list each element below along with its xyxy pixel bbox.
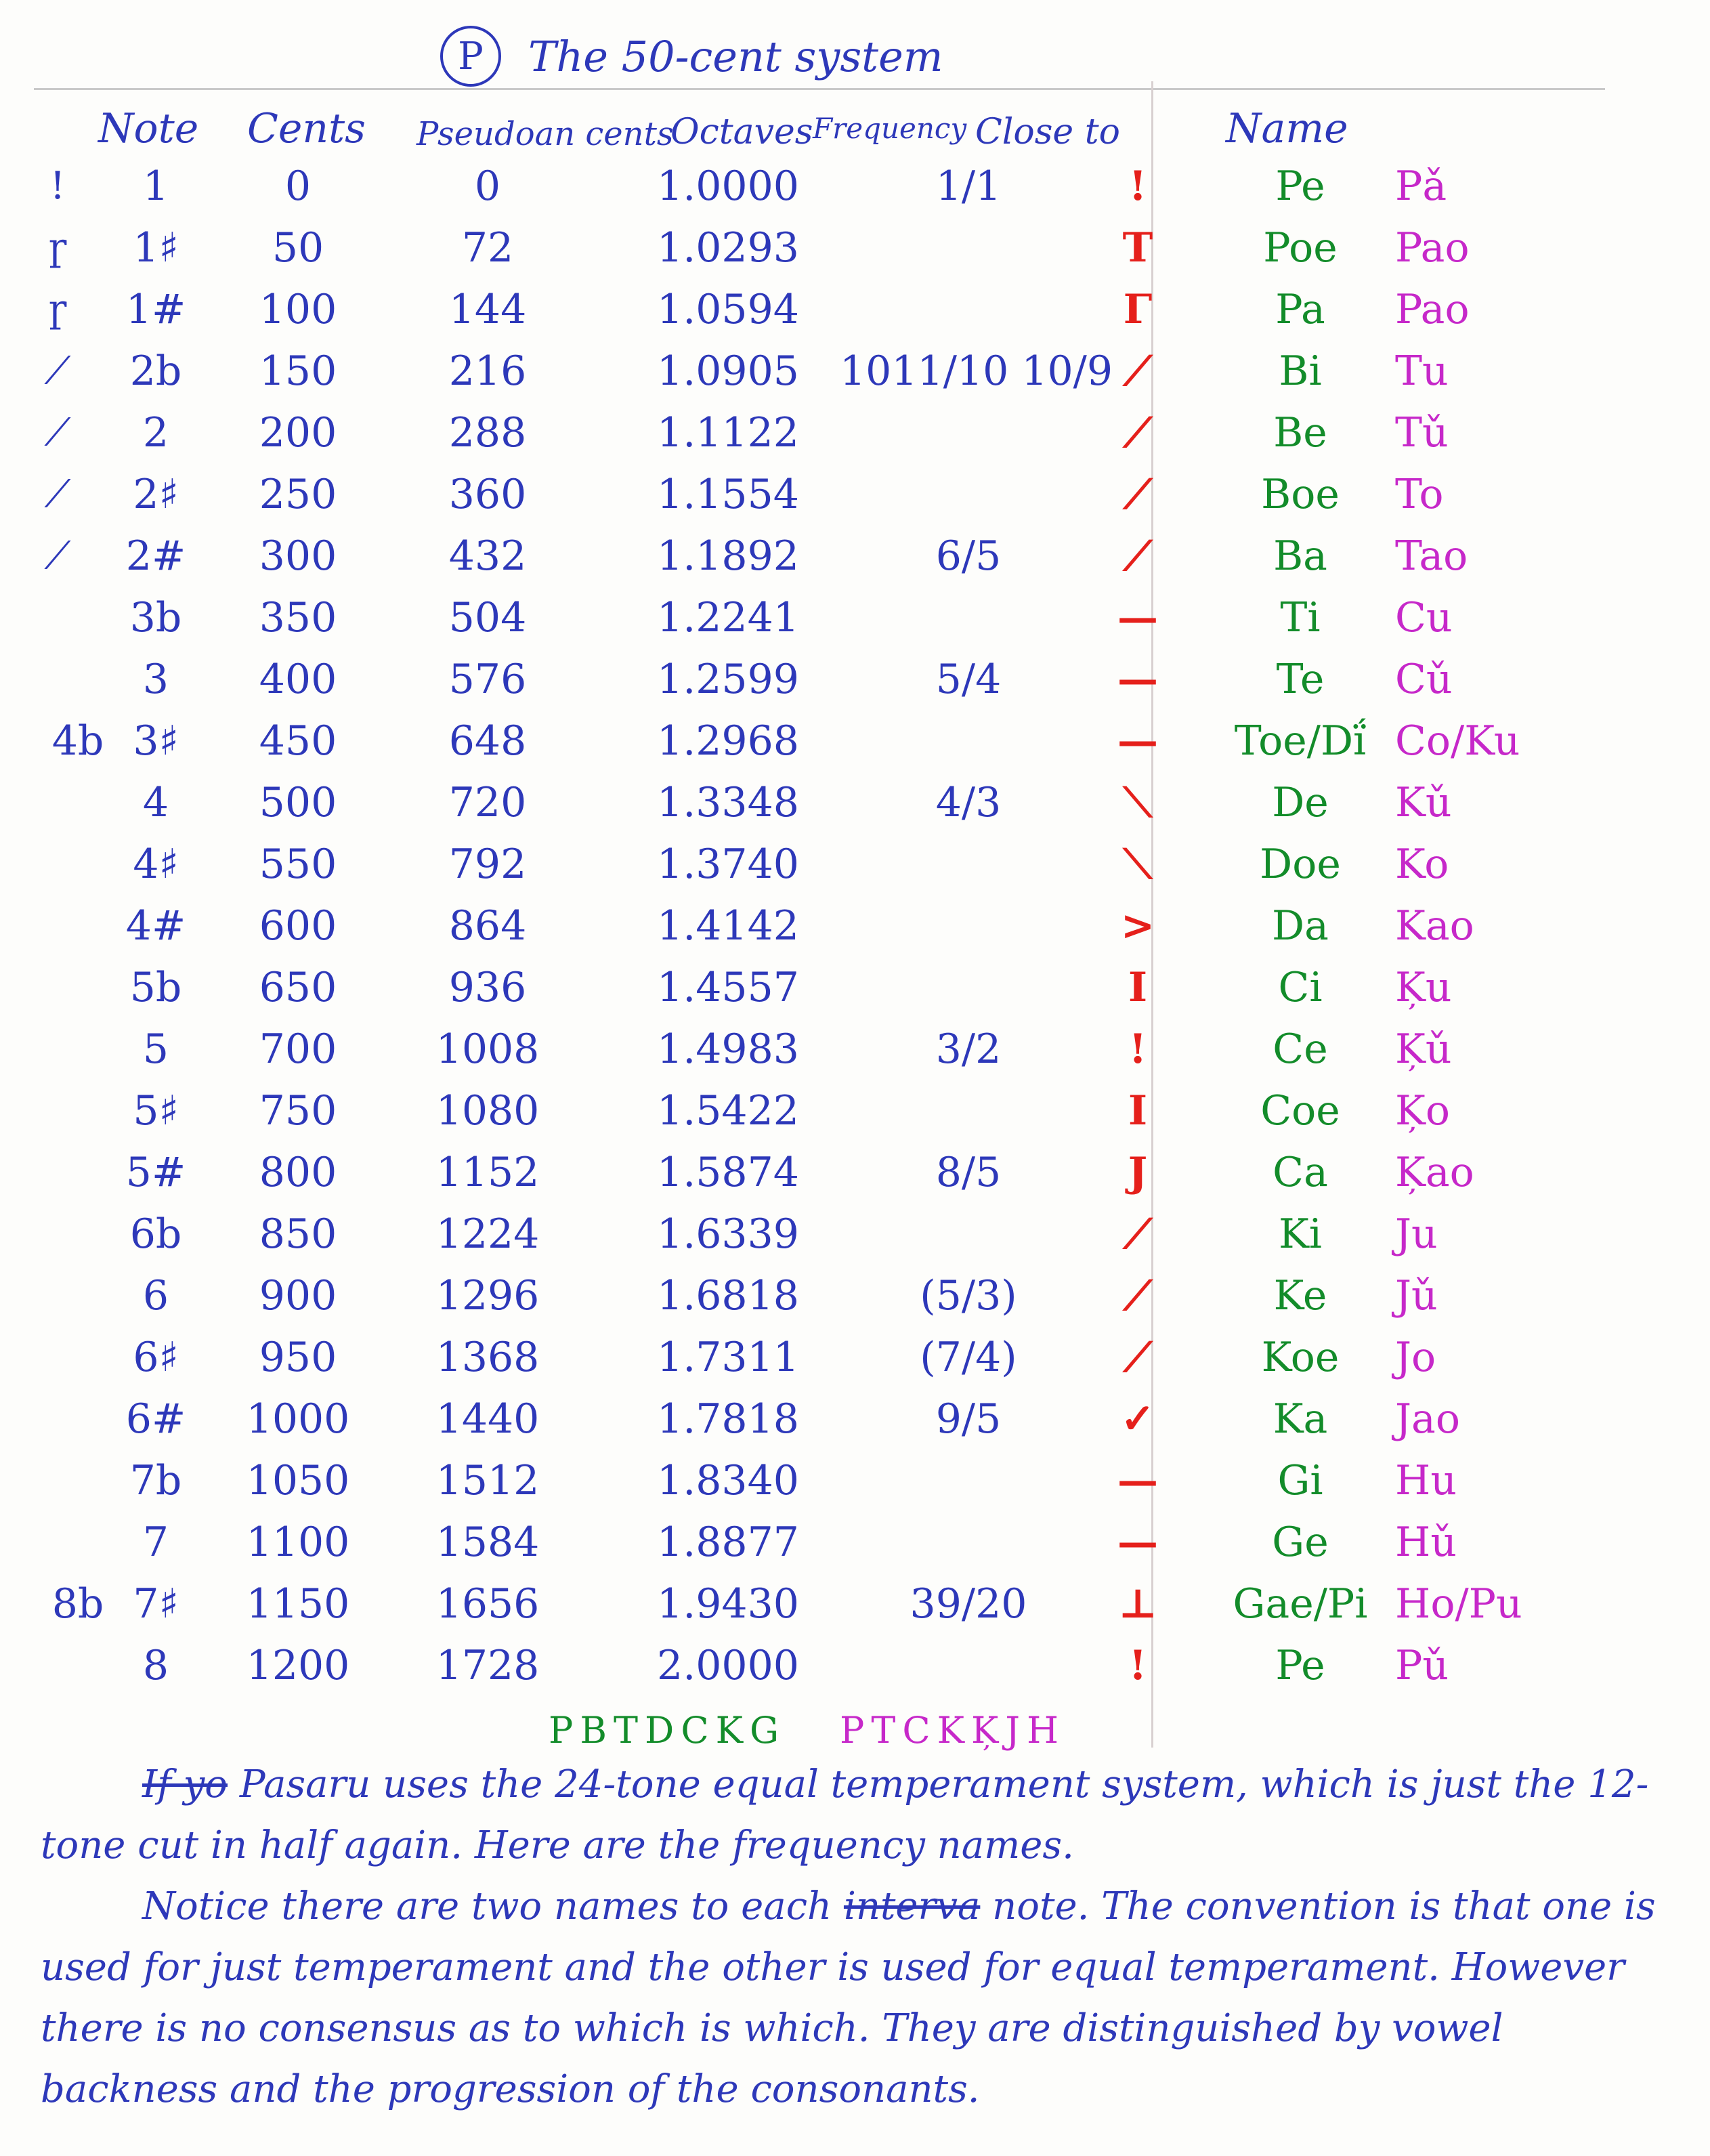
octave-cell: 1.0293 <box>657 224 799 272</box>
pseudo-cents-cell: 0 <box>474 163 501 210</box>
name-magenta-cell: Tu <box>1395 347 1449 395</box>
tone-symbol: ⟋ <box>1124 409 1152 457</box>
note-cell: 6b <box>129 1210 182 1258</box>
note-cell: 6 <box>142 1272 169 1319</box>
octave-cell: 1.1892 <box>657 532 799 580</box>
tone-symbol: ⟋ <box>1124 532 1152 580</box>
close-to-cell: 39/20 <box>910 1580 1027 1628</box>
name-magenta-cell: Jǔ <box>1395 1272 1438 1319</box>
pseudo-cents-cell: 1512 <box>435 1457 540 1504</box>
name-green-cell: Pe <box>1275 163 1325 210</box>
note-cell: 4♯ <box>133 841 179 888</box>
close-to-cell: 1/1 <box>935 163 1002 210</box>
struck-text-1: If yo <box>142 1762 228 1806</box>
tone-symbol: ⟋ <box>1124 471 1152 518</box>
name-green-cell: Be <box>1273 409 1327 457</box>
name-magenta-cell: Hǔ <box>1395 1519 1457 1566</box>
name-magenta-cell: Hu <box>1395 1457 1457 1504</box>
table-row <box>0 1142 1710 1203</box>
name-magenta-cell: Pao <box>1395 286 1470 333</box>
close-to-cell: 3/2 <box>935 1026 1002 1073</box>
cents-cell: 1200 <box>246 1642 350 1689</box>
note-cell: 6# <box>125 1395 186 1443</box>
left-margin-mark: ! <box>49 164 66 208</box>
alt-note-label: 8b <box>51 1580 104 1628</box>
tone-symbol: — <box>1117 1457 1158 1504</box>
octave-cell: 1.0594 <box>657 286 799 333</box>
note-cell: 3 <box>142 656 169 703</box>
table-row <box>0 1450 1710 1511</box>
table-row <box>0 649 1710 710</box>
header-close-to: Close to <box>975 112 1120 152</box>
name-green-cell: Pe <box>1275 1642 1325 1689</box>
octave-cell: 1.0905 <box>657 347 799 395</box>
table-row <box>0 341 1710 402</box>
header-pseudo-cents: Pseudoan cents <box>416 115 674 153</box>
header-octaves: Octaves <box>670 112 813 152</box>
octave-cell: 1.4557 <box>657 964 799 1011</box>
cents-cell: 750 <box>259 1087 337 1135</box>
octave-cell: 1.2968 <box>657 717 799 765</box>
table-row <box>0 279 1710 340</box>
table-row <box>0 526 1710 587</box>
octave-cell: 1.6339 <box>657 1210 799 1258</box>
tone-symbol: — <box>1117 594 1158 641</box>
octave-cell: 1.1122 <box>657 409 799 457</box>
octave-cell: 1.4142 <box>657 902 799 950</box>
octave-cell: 1.4983 <box>657 1026 799 1073</box>
left-margin-mark: ⟋ <box>44 410 71 455</box>
octave-cell: 1.2599 <box>657 656 799 703</box>
cents-cell: 700 <box>259 1026 337 1073</box>
octave-cell: 1.8877 <box>657 1519 799 1566</box>
cents-cell: 900 <box>259 1272 337 1319</box>
name-magenta-cell: Cu <box>1395 594 1453 641</box>
name-green-cell: Koe <box>1261 1334 1340 1381</box>
name-magenta-cell: Jo <box>1395 1334 1436 1381</box>
name-magenta-cell: Tǔ <box>1395 409 1449 457</box>
octave-cell: 1.5874 <box>657 1149 799 1196</box>
tone-symbol: I <box>1128 1087 1148 1135</box>
octave-cell: 1.1554 <box>657 471 799 518</box>
tone-symbol: — <box>1117 717 1158 765</box>
name-magenta-cell: Pǎ <box>1395 163 1447 210</box>
note-cell: 4# <box>125 902 186 950</box>
cents-cell: 1100 <box>246 1519 350 1566</box>
paragraph-1 <box>41 1754 1666 1876</box>
name-magenta-cell: To <box>1395 471 1444 518</box>
octave-cell: 1.7311 <box>657 1334 799 1381</box>
name-green-cell: Ca <box>1273 1149 1328 1196</box>
pseudo-cents-cell: 1368 <box>435 1334 540 1381</box>
table-row <box>0 772 1710 833</box>
name-green-cell: Ti <box>1280 594 1321 641</box>
note-cell: 8 <box>142 1642 169 1689</box>
table-row <box>0 1635 1710 1696</box>
left-margin-mark: ⟋ <box>44 472 71 516</box>
note-cell: 2 <box>142 409 169 457</box>
pseudo-cents-cell: 1080 <box>435 1087 540 1135</box>
tone-symbol: Γ <box>1123 286 1153 333</box>
table-row <box>0 587 1710 648</box>
note-cell: 7b <box>129 1457 182 1504</box>
octave-cell: 1.7818 <box>657 1395 799 1443</box>
name-green-cell: Bi <box>1279 347 1322 395</box>
name-green-cell: Coe <box>1260 1087 1340 1135</box>
name-magenta-cell: Kao <box>1395 902 1474 950</box>
close-to-cell: 5/4 <box>935 656 1002 703</box>
cents-cell: 400 <box>259 656 337 703</box>
left-margin-mark: ɼ <box>48 226 67 270</box>
table-row <box>0 1389 1710 1450</box>
name-green-cell: Doe <box>1260 841 1341 888</box>
tone-symbol: I <box>1128 964 1148 1011</box>
table-row <box>0 1080 1710 1141</box>
pseudo-cents-cell: 1728 <box>435 1642 540 1689</box>
close-to-cell: (5/3) <box>920 1272 1017 1319</box>
note-cell: 5♯ <box>133 1087 179 1135</box>
tone-symbol: — <box>1117 656 1158 703</box>
title-badge: P <box>440 26 501 87</box>
note-cell: 3b <box>129 594 182 641</box>
paragraph-2-text-b: note. The convention is that one is used for just temperament and the other is used for equal temperament. However there is no consensus as to which is which. They are distinguished by vowel backness and the progression of the consonants. <box>41 1884 1656 2111</box>
tone-symbol: ⟍ <box>1124 841 1152 888</box>
name-magenta-cell: Ķo <box>1395 1087 1450 1135</box>
left-margin-mark: ɼ <box>48 287 67 331</box>
note-cell: 2♯ <box>133 471 179 518</box>
name-green-cell: Ka <box>1273 1395 1328 1443</box>
tone-symbol: ⟋ <box>1124 347 1152 395</box>
note-cell: 7 <box>142 1519 169 1566</box>
struck-text-2: interva <box>843 1884 981 1928</box>
pseudo-cents-cell: 504 <box>448 594 527 641</box>
close-to-cell: 1011/10 10/9 <box>840 347 1113 395</box>
name-green-cell: Te <box>1276 656 1325 703</box>
tone-symbol: ⟋ <box>1124 1210 1152 1258</box>
name-magenta-cell: Co/Ku <box>1395 717 1520 765</box>
left-margin-mark: ⟋ <box>44 534 71 578</box>
note-cell: 5 <box>142 1026 169 1073</box>
note-cell: 2# <box>125 532 186 580</box>
table-row <box>0 1327 1710 1388</box>
pseudo-cents-cell: 432 <box>448 532 527 580</box>
note-cell: 1# <box>125 286 186 333</box>
cents-cell: 1050 <box>246 1457 350 1504</box>
table-row <box>0 895 1710 956</box>
table-row <box>0 1019 1710 1080</box>
page-title <box>440 19 943 93</box>
pseudo-cents-cell: 792 <box>448 841 527 888</box>
name-green-cell: Ke <box>1273 1272 1327 1319</box>
tone-symbol: ⟍ <box>1124 779 1152 826</box>
table-row <box>0 1204 1710 1265</box>
close-to-cell: 4/3 <box>935 779 1002 826</box>
header-note: Note <box>98 105 199 152</box>
name-green-cell: Ci <box>1278 964 1323 1011</box>
name-green-cell: Da <box>1272 902 1329 950</box>
tone-symbol: ⟋ <box>1124 1272 1152 1319</box>
name-magenta-cell: Pǔ <box>1395 1642 1449 1689</box>
note-cell: 1♯ <box>133 224 179 272</box>
table-row <box>0 464 1710 525</box>
explanation-paragraph <box>41 1754 1666 2120</box>
name-green-cell: Ge <box>1272 1519 1329 1566</box>
note-cell: 4 <box>142 779 169 826</box>
pseudo-cents-cell: 1152 <box>435 1149 540 1196</box>
tone-symbol: ! <box>1128 1642 1147 1689</box>
left-margin-mark: ⟋ <box>44 349 71 393</box>
octave-cell: 1.9430 <box>657 1580 799 1628</box>
table-row <box>0 1512 1710 1573</box>
name-magenta-cell: Tao <box>1395 532 1468 580</box>
header-cents: Cents <box>247 105 366 152</box>
cents-cell: 800 <box>259 1149 337 1196</box>
cents-cell: 200 <box>259 409 337 457</box>
pseudo-cents-cell: 1008 <box>435 1026 540 1073</box>
name-magenta-cell: Jao <box>1395 1395 1460 1443</box>
note-cell: 7♯ <box>133 1580 179 1628</box>
name-green-cell: Ce <box>1273 1026 1328 1073</box>
name-green-cell: Gi <box>1277 1457 1323 1504</box>
note-cell: 5# <box>125 1149 186 1196</box>
paragraph-1-text: Pasaru uses the 24-tone equal temperament system, which is just the 12-tone cut in half again. Here are the frequency names. <box>41 1762 1649 1867</box>
tone-symbol: ⊥ <box>1118 1580 1157 1628</box>
octave-cell: 1.3348 <box>657 779 799 826</box>
cents-cell: 350 <box>259 594 337 641</box>
pseudo-cents-cell: 1656 <box>435 1580 540 1628</box>
cents-cell: 950 <box>259 1334 337 1381</box>
octave-cell: 1.8340 <box>657 1457 799 1504</box>
close-to-cell: 8/5 <box>935 1149 1002 1196</box>
table-row <box>0 834 1710 895</box>
cents-cell: 450 <box>259 717 337 765</box>
tone-symbol: ! <box>1128 163 1147 210</box>
name-magenta-cell: Ko <box>1395 841 1449 888</box>
cents-cell: 550 <box>259 841 337 888</box>
cents-cell: 650 <box>259 964 337 1011</box>
tone-symbol: ⟋ <box>1124 1334 1152 1381</box>
octave-cell: 1.5422 <box>657 1087 799 1135</box>
note-cell: 1 <box>142 163 169 210</box>
table-row <box>0 1265 1710 1326</box>
tone-symbol: ! <box>1128 1026 1147 1073</box>
paragraph-2 <box>41 1876 1666 2120</box>
name-magenta-cell: Ju <box>1395 1210 1438 1258</box>
table-row <box>0 402 1710 463</box>
header-name: Name <box>1226 105 1348 152</box>
name-magenta-cell: Ķao <box>1395 1149 1474 1196</box>
tone-symbol: > <box>1120 902 1155 950</box>
alt-note-label: 4b <box>51 717 104 765</box>
name-magenta-cell: Ķǔ <box>1395 1026 1452 1073</box>
pseudo-cents-cell: 216 <box>448 347 527 395</box>
consonants-magenta: PTCKĶJH <box>840 1709 1066 1752</box>
pseudo-cents-cell: 576 <box>448 656 527 703</box>
pseudo-cents-cell: 864 <box>448 902 527 950</box>
tone-symbol: ✓ <box>1120 1395 1155 1443</box>
octave-cell: 1.2241 <box>657 594 799 641</box>
note-cell: 2b <box>129 347 182 395</box>
close-to-cell: 6/5 <box>935 532 1002 580</box>
cents-cell: 0 <box>284 163 312 210</box>
consonants-green: PBTDCKG <box>549 1709 786 1752</box>
name-green-cell: Pa <box>1275 286 1325 333</box>
name-green-cell: Toe/Dḯ <box>1234 717 1367 765</box>
close-to-cell: 9/5 <box>935 1395 1002 1443</box>
pseudo-cents-cell: 1224 <box>435 1210 540 1258</box>
name-magenta-cell: Pao <box>1395 224 1470 272</box>
pseudo-cents-cell: 144 <box>448 286 527 333</box>
pseudo-cents-cell: 360 <box>448 471 527 518</box>
octave-cell: 2.0000 <box>657 1642 799 1689</box>
pseudo-cents-cell: 720 <box>448 779 527 826</box>
header-frequency: Frequency <box>813 112 967 145</box>
table-row <box>0 711 1710 771</box>
table-row <box>0 217 1710 278</box>
table-row <box>0 1573 1710 1634</box>
pseudo-cents-cell: 1584 <box>435 1519 540 1566</box>
tone-symbol: T <box>1122 224 1153 272</box>
name-green-cell: Ba <box>1273 532 1327 580</box>
name-green-cell: Gae/Pi <box>1233 1580 1368 1628</box>
cents-cell: 1150 <box>246 1580 350 1628</box>
pseudo-cents-cell: 72 <box>461 224 514 272</box>
cents-cell: 300 <box>259 532 337 580</box>
pseudo-cents-cell: 1440 <box>435 1395 540 1443</box>
name-green-cell: Boe <box>1261 471 1340 518</box>
octave-cell: 1.6818 <box>657 1272 799 1319</box>
cents-cell: 50 <box>272 224 324 272</box>
name-green-cell: Poe <box>1263 224 1338 272</box>
octave-cell: 1.3740 <box>657 841 799 888</box>
name-magenta-cell: Cǔ <box>1395 656 1453 703</box>
note-cell: 6♯ <box>133 1334 179 1381</box>
name-magenta-cell: Ho/Pu <box>1395 1580 1522 1628</box>
note-cell: 5b <box>129 964 182 1011</box>
name-green-cell: De <box>1272 779 1329 826</box>
cents-cell: 500 <box>259 779 337 826</box>
cents-cell: 250 <box>259 471 337 518</box>
close-to-cell: (7/4) <box>920 1334 1017 1381</box>
pseudo-cents-cell: 288 <box>448 409 527 457</box>
note-cell: 3♯ <box>133 717 179 765</box>
table-row <box>0 156 1710 217</box>
name-magenta-cell: Kǔ <box>1395 779 1452 826</box>
paragraph-2-text-a: Notice there are two names to each <box>142 1884 832 1928</box>
tone-symbol: — <box>1117 1519 1158 1566</box>
pseudo-cents-cell: 1296 <box>435 1272 540 1319</box>
cents-cell: 600 <box>259 902 337 950</box>
cents-cell: 150 <box>259 347 337 395</box>
octave-cell: 1.0000 <box>657 163 799 210</box>
title-text: The 50-cent system <box>528 31 943 81</box>
cents-cell: 1000 <box>246 1395 350 1443</box>
name-green-cell: Ki <box>1278 1210 1322 1258</box>
cents-cell: 850 <box>259 1210 337 1258</box>
tone-symbol: J <box>1128 1149 1148 1196</box>
cents-cell: 100 <box>259 286 337 333</box>
pseudo-cents-cell: 936 <box>448 964 527 1011</box>
table-row <box>0 957 1710 1018</box>
name-magenta-cell: Ķu <box>1395 964 1452 1011</box>
pseudo-cents-cell: 648 <box>448 717 527 765</box>
